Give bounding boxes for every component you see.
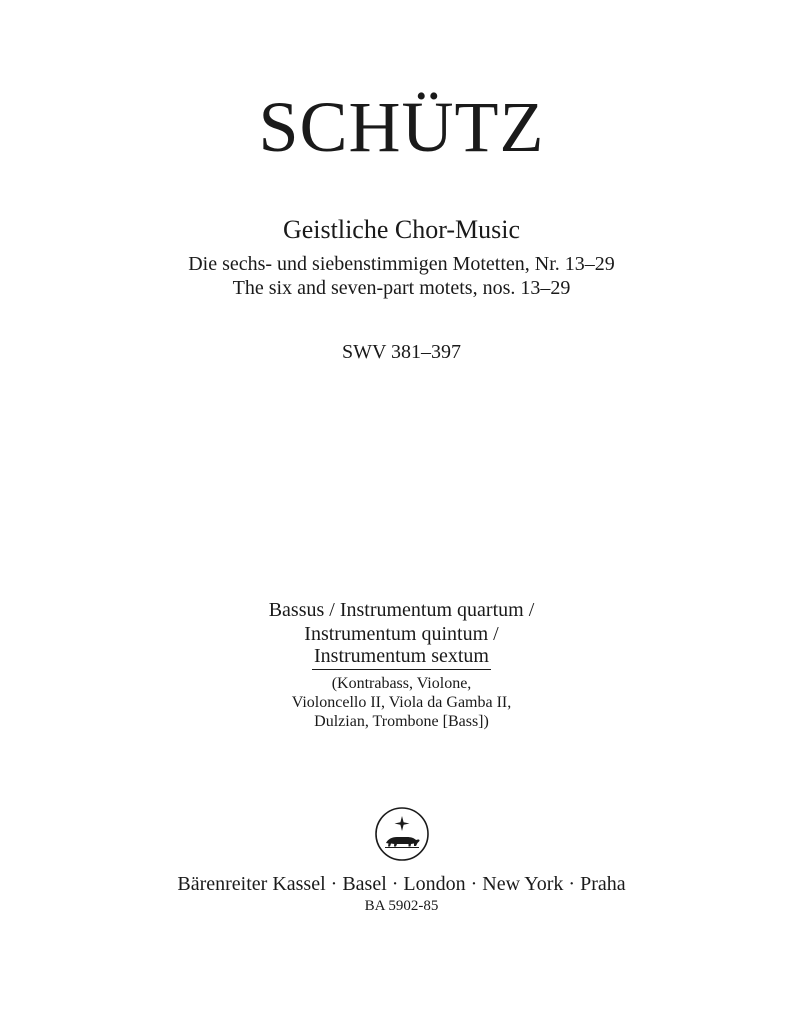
subtitle-english: The six and seven-part motets, nos. 13–29 (232, 277, 571, 299)
composer-name: SCHÜTZ (258, 87, 545, 167)
part-name-line-1: Bassus / Instrumentum quartum / (268, 599, 535, 621)
part-name-line-3 (0, 644, 803, 670)
instrumentation-line-2: Violoncello II, Viola da Gamba II, (291, 694, 512, 711)
catalogue-number: SWV 381–397 (341, 341, 462, 363)
subtitle-german: Die sechs- und siebenstimmigen Motetten, Nr. 13–29 (188, 253, 615, 275)
edition-number: BA 5902-85 (364, 898, 439, 914)
baerenreiter-bear-star-logo-icon (374, 806, 430, 862)
instrumentation-line-1: (Kontrabass, Violone, (331, 675, 472, 692)
instrumentation-line-3: Dulzian, Trombone [Bass]) (314, 713, 489, 730)
part-name-underlined: Instrumentum sextum (312, 644, 491, 670)
publisher-imprint: Bärenreiter Kassel · Basel · London · New York · Praha (177, 873, 626, 895)
part-name-line-2: Instrumentum quintum / (304, 623, 499, 645)
work-title: Geistliche Chor-Music (282, 215, 521, 244)
